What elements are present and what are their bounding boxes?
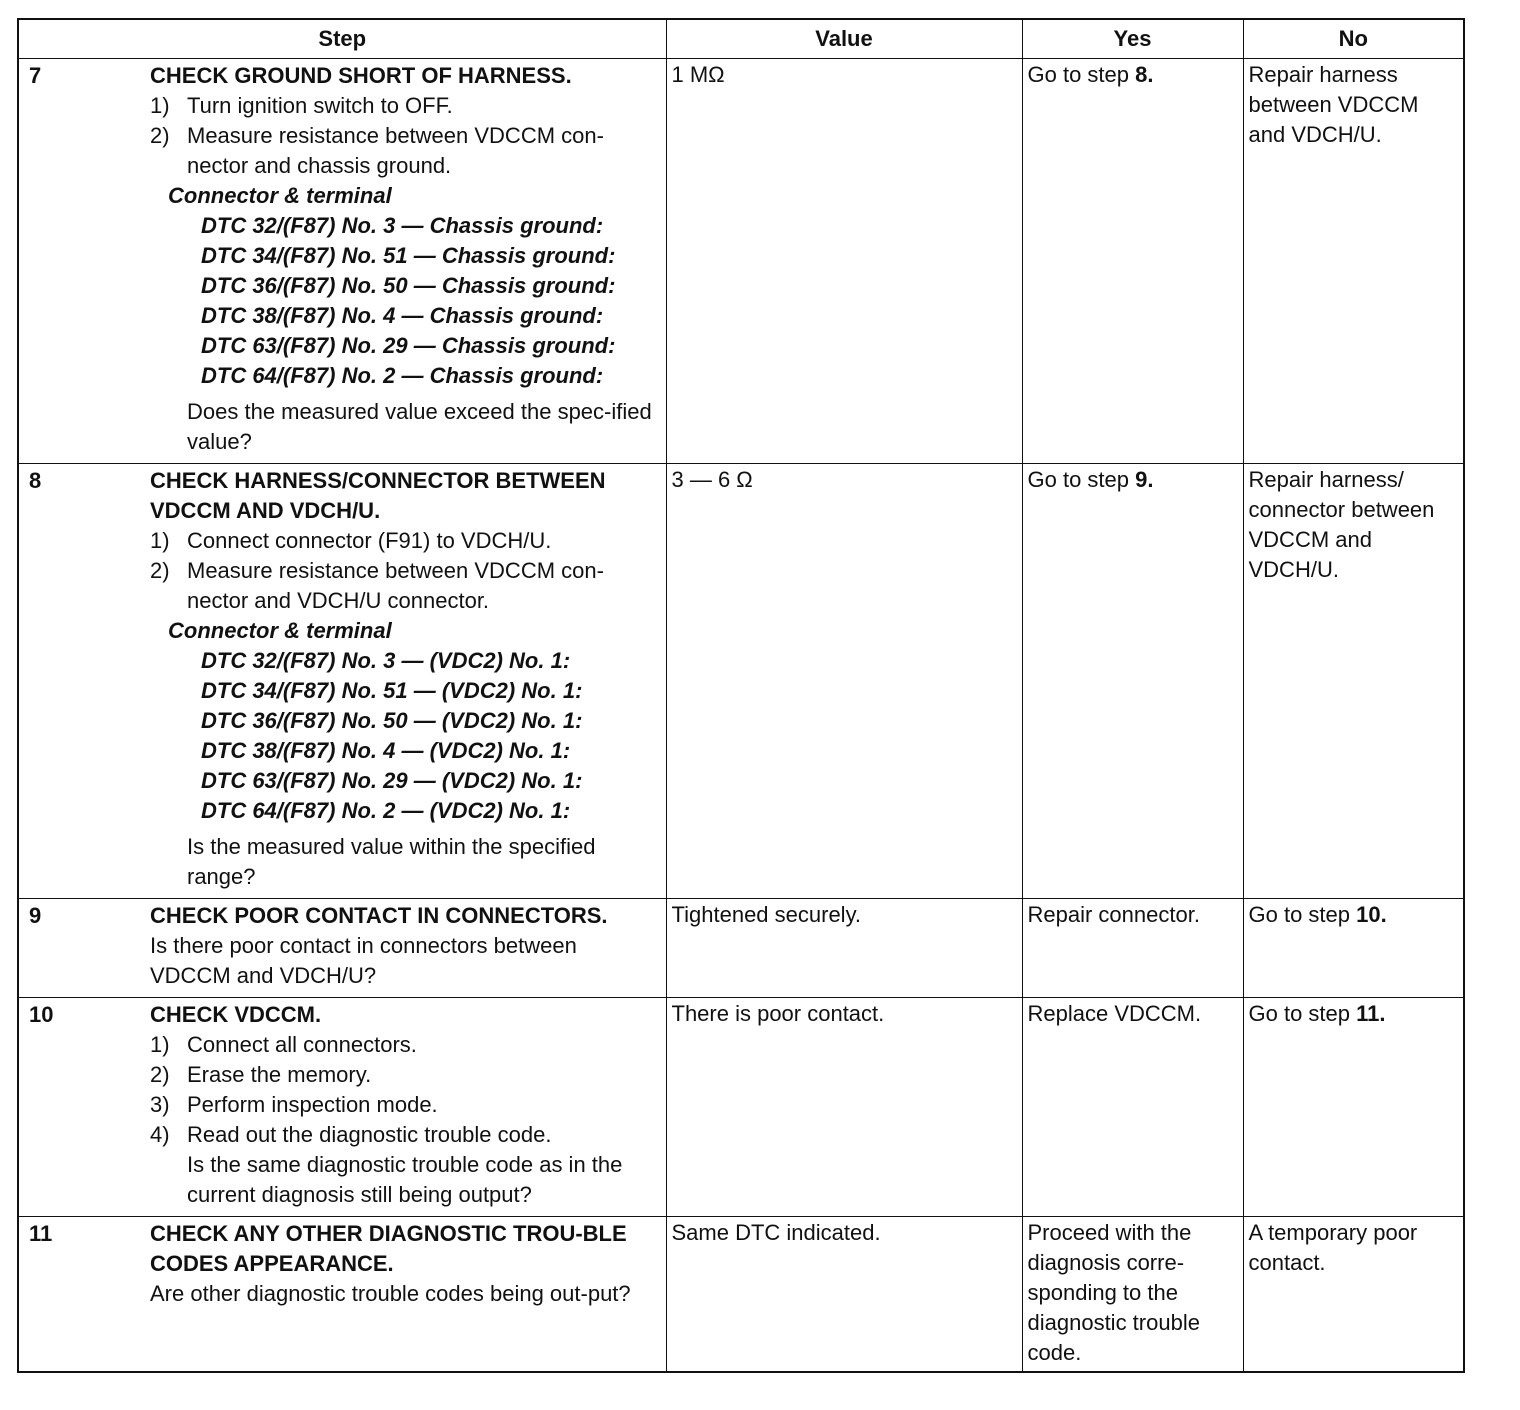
header-no: No [1243, 19, 1464, 59]
item-number: 1) [150, 93, 170, 118]
terminal-line: DTC 34/(F87) No. 51 — Chassis ground: [201, 243, 616, 268]
value-cell: There is poor contact. [666, 998, 1022, 1217]
terminal-line: DTC 38/(F87) No. 4 — (VDC2) No. 1: [201, 738, 571, 763]
yes-text: Go to step [1027, 62, 1136, 87]
list-item [150, 121, 661, 181]
header-step: Step [18, 19, 666, 59]
no-text: Go to step [1248, 902, 1357, 927]
connector-label: Connector & terminal [168, 183, 392, 208]
header-value: Value [666, 19, 1022, 59]
item-number: 4) [150, 1122, 170, 1147]
item-number: 2) [150, 558, 170, 583]
header-row [18, 19, 1464, 59]
item-text: Connect all connectors. [187, 1032, 417, 1057]
item-number: 2) [150, 123, 170, 148]
terminal-line: DTC 32/(F87) No. 3 — Chassis ground: [201, 213, 604, 238]
item-text: Erase the memory. [187, 1062, 372, 1087]
table-row [18, 1217, 1464, 1373]
step-number: 11 [29, 1221, 53, 1246]
header-yes: Yes [1022, 19, 1243, 59]
terminal-line: DTC 63/(F87) No. 29 — (VDC2) No. 1: [201, 768, 583, 793]
value-cell: Tightened securely. [666, 899, 1022, 998]
step-title: CHECK VDCCM. [150, 1002, 322, 1027]
step-cell [18, 1217, 666, 1373]
step-title: CHECK GROUND SHORT OF HARNESS. [150, 63, 572, 88]
item-text: Measure resistance between VDCCM con-nector and VDCH/U connector. [187, 558, 604, 613]
no-text: Go to step [1248, 1001, 1357, 1026]
value-cell: 3 — 6 Ω [666, 464, 1022, 899]
step-question: Does the measured value exceed the spec-ified value? [187, 399, 652, 454]
terminal-line: DTC 34/(F87) No. 51 — (VDC2) No. 1: [201, 678, 583, 703]
no-cell: A temporary poor contact. [1243, 1217, 1464, 1373]
item-number: 1) [150, 528, 170, 553]
value-cell: 1 MΩ [666, 59, 1022, 464]
no-cell [1243, 998, 1464, 1217]
list-item [150, 91, 661, 121]
step-cell [18, 998, 666, 1217]
terminal-line: DTC 38/(F87) No. 4 — Chassis ground: [201, 303, 604, 328]
diagnostic-table [17, 18, 1465, 1373]
yes-cell: Replace VDCCM. [1022, 998, 1243, 1217]
no-step-ref: 11. [1356, 1001, 1386, 1026]
yes-text: Go to step [1027, 467, 1136, 492]
no-cell: Repair harness/ connector between VDCCM and VDCH/U. [1243, 464, 1464, 899]
item-number: 1) [150, 1032, 170, 1057]
item-text: Connect connector (F91) to VDCH/U. [187, 528, 552, 553]
list-item [150, 1120, 661, 1150]
step-title: CHECK ANY OTHER DIAGNOSTIC TROU-BLE CODES APPEARANCE. [150, 1221, 627, 1276]
step-number: 9 [29, 903, 42, 928]
yes-step-ref: 8. [1135, 62, 1154, 87]
step-question: Is there poor contact in connectors between VDCCM and VDCH/U? [150, 933, 577, 988]
item-number: 3) [150, 1092, 170, 1117]
yes-cell [1022, 464, 1243, 899]
item-text: Turn ignition switch to OFF. [187, 93, 453, 118]
list-item [150, 1060, 661, 1090]
list-item [150, 1030, 661, 1060]
step-number: 7 [29, 63, 42, 88]
step-number: 10 [29, 1002, 54, 1027]
no-step-ref: 10. [1356, 902, 1387, 927]
terminal-line: DTC 36/(F87) No. 50 — Chassis ground: [201, 273, 616, 298]
terminal-line: DTC 64/(F87) No. 2 — (VDC2) No. 1: [201, 798, 571, 823]
list-item [150, 556, 661, 616]
table-row [18, 899, 1464, 998]
terminal-line: DTC 64/(F87) No. 2 — Chassis ground: [201, 363, 604, 388]
list-item [150, 1090, 661, 1120]
step-question: Is the measured value within the specified range? [187, 834, 596, 889]
step-cell [18, 899, 666, 998]
item-text: Read out the diagnostic trouble code. [187, 1122, 552, 1147]
step-question: Are other diagnostic trouble codes being out-put? [150, 1281, 631, 1306]
terminal-line: DTC 63/(F87) No. 29 — Chassis ground: [201, 333, 616, 358]
item-text: Perform inspection mode. [187, 1092, 438, 1117]
item-text: Measure resistance between VDCCM con-nector and chassis ground. [187, 123, 604, 178]
step-cell [18, 464, 666, 899]
step-number: 8 [29, 468, 42, 493]
step-title: CHECK HARNESS/CONNECTOR BETWEEN VDCCM AND VDCH/U. [150, 468, 606, 523]
no-cell [1243, 899, 1464, 998]
item-number: 2) [150, 1062, 170, 1087]
yes-cell: Repair connector. [1022, 899, 1243, 998]
connector-label: Connector & terminal [168, 618, 392, 643]
table-row [18, 998, 1464, 1217]
no-cell: Repair harness between VDCCM and VDCH/U. [1243, 59, 1464, 464]
table-row [18, 464, 1464, 899]
yes-step-ref: 9. [1135, 467, 1154, 492]
list-item [150, 526, 661, 556]
terminal-line: DTC 36/(F87) No. 50 — (VDC2) No. 1: [201, 708, 583, 733]
value-cell: Same DTC indicated. [666, 1217, 1022, 1373]
yes-cell: Proceed with the diagnosis corre-sponding to the diagnostic trouble code. [1022, 1217, 1243, 1373]
step-cell [18, 59, 666, 464]
step-title: CHECK POOR CONTACT IN CONNECTORS. [150, 903, 608, 928]
table-row [18, 59, 1464, 464]
step-question: Is the same diagnostic trouble code as in the current diagnosis still being output? [187, 1152, 623, 1207]
terminal-line: DTC 32/(F87) No. 3 — (VDC2) No. 1: [201, 648, 571, 673]
yes-cell [1022, 59, 1243, 464]
